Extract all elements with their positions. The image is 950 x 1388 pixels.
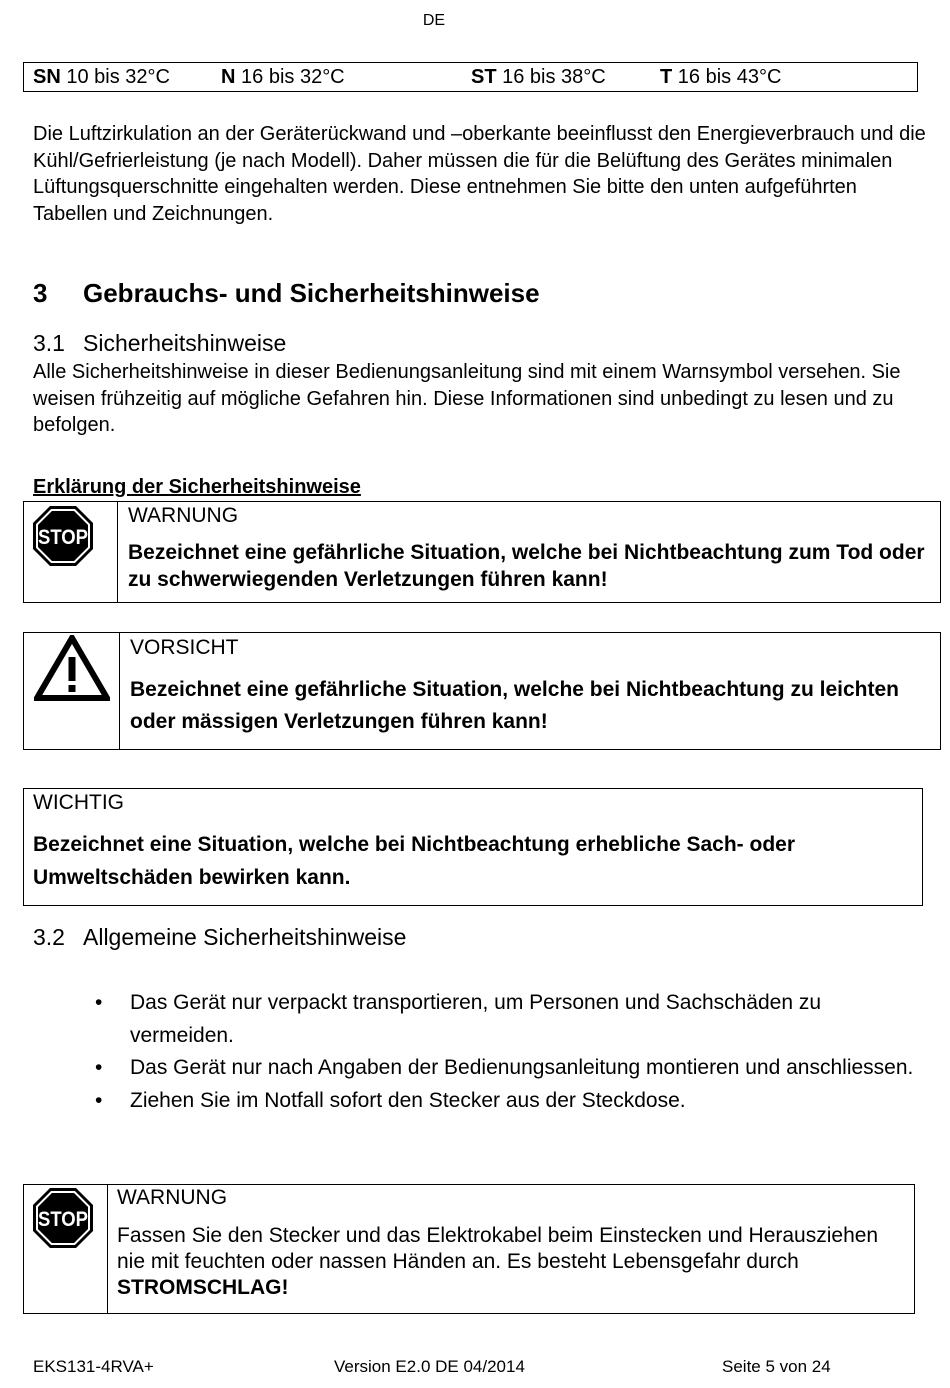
- list-item: • Das Gerät nur verpackt transportieren, um Personen und Sachschäden zu vermeiden.: [95, 987, 915, 1052]
- stop-sign-icon: [32, 1187, 94, 1249]
- intro-paragraph: Die Luftzirkulation an der Geräterückwand und –oberkante beeinflusst den Energieverbrauch und die Kühl/Gefrierleistung (je nach Modell). Daher müssen die für die Belüftung des Gerätes minimalen Lüftungsquerschnitte eingehalten werden. Diese entnehmen Sie bitte den unten aufgeführten Tabellen und Zeichnungen.: [33, 123, 926, 225]
- climate-class-sn: SN 10 bis 32°C: [33, 66, 170, 88]
- list-item: • Das Gerät nur nach Angaben der Bedienungsanleitung montieren und anschliessen.: [95, 1052, 915, 1085]
- climate-class-t: T 16 bis 43°C: [660, 66, 782, 88]
- section-3-heading: 3 Gebrauchs- und Sicherheitshinweise: [33, 278, 540, 308]
- climate-class-table: [23, 62, 918, 92]
- electric-shock-emphasis: STROMSCHLAG!: [117, 1276, 289, 1299]
- climate-class-st: ST 16 bis 38°C: [471, 66, 606, 88]
- caution-notice-divider: [119, 633, 120, 749]
- electric-shock-warning-text: Fassen Sie den Stecker und das Elektrokabel beim Einstecken und Herausziehen nie mit feuchten oder nassen Händen an. Es besteht Lebensgefahr durch STROMSCHLAG!: [117, 1224, 879, 1299]
- footer-page-number: Seite 5 von 24: [722, 1357, 831, 1376]
- footer-version: Version E2.0 DE 04/2014: [334, 1357, 525, 1376]
- bullet-icon: •: [95, 991, 103, 1014]
- bullet-icon: •: [95, 1088, 103, 1112]
- caution-notice-title: VORSICHT: [130, 636, 239, 659]
- warning-notice-title: WARNUNG: [128, 504, 239, 527]
- explanation-heading: Erklärung der Sicherheitshinweise: [33, 476, 361, 498]
- caution-notice-box: [23, 632, 941, 750]
- list-item: • Ziehen Sie im Notfall sofort den Stecker aus der Steckdose.: [95, 1085, 915, 1118]
- footer-model: EKS131-4RVA+: [33, 1357, 154, 1376]
- important-notice-box: [23, 788, 923, 906]
- stop-sign-icon: [32, 505, 94, 567]
- electric-shock-warning-title: WARNUNG: [117, 1186, 228, 1209]
- general-safety-list: [95, 987, 915, 1117]
- svg-text:STOP: STOP: [38, 1208, 88, 1231]
- important-notice-text: Bezeichnet eine Situation, welche bei Nichtbeachtung erhebliche Sach- oder Umweltschäden bewirken kann.: [33, 833, 795, 889]
- caution-notice-text: Bezeichnet eine gefährliche Situation, welche bei Nichtbeachtung zu leichten oder mässigen Verletzungen führen kann!: [130, 678, 899, 733]
- electric-shock-warning-divider: [107, 1185, 108, 1313]
- page-language-label: DE: [422, 12, 446, 29]
- warning-notice-divider: [117, 502, 118, 602]
- important-notice-title: WICHTIG: [33, 791, 124, 814]
- svg-text:STOP: STOP: [38, 526, 88, 549]
- section-3-1-text: Alle Sicherheitshinweise in dieser Bedienungsanleitung sind mit einem Warnsymbol versehen. Sie weisen frühzeitig auf mögliche Gefahren hin. Diese Informationen sind unbedingt zu lesen und zu befolgen.: [33, 361, 901, 436]
- section-3-2-heading: 3.2 Allgemeine Sicherheitshinweise: [33, 924, 407, 950]
- electric-shock-warning-box: [23, 1184, 915, 1314]
- bullet-icon: •: [95, 1056, 103, 1079]
- climate-class-n: N 16 bis 32°C: [221, 66, 345, 88]
- exclamation-triangle-icon: [34, 635, 110, 701]
- warning-notice-text: Bezeichnet eine gefährliche Situation, welche bei Nichtbeachtung zum Tod oder zu schwerwiegenden Verletzungen führen kann!: [128, 541, 925, 591]
- section-3-1-heading: 3.1 Sicherheitshinweise: [33, 330, 287, 356]
- warning-notice-box: [23, 501, 941, 603]
